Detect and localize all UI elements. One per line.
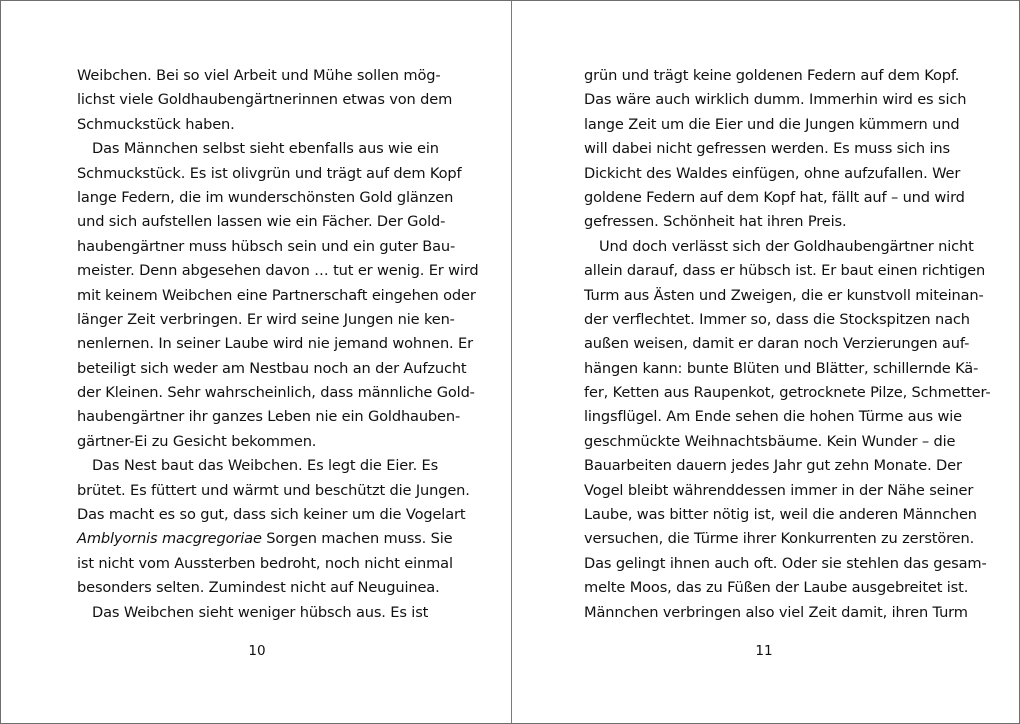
text-line: haubengärtner muss hübsch sein und ein guter Bau- bbox=[77, 237, 456, 255]
text-line: ist nicht vom Aussterben bedroht, noch nicht einmal bbox=[77, 554, 453, 572]
text-line-rest: Sorgen machen muss. Sie bbox=[261, 530, 453, 548]
text-line: lingsflügel. Am Ende sehen die hohen Türme aus wie bbox=[584, 408, 963, 426]
text-line: goldene Federn auf dem Kopf hat, fällt auf – und wird bbox=[584, 188, 965, 206]
text-line: mit keinem Weibchen eine Partnerschaft eingehen oder bbox=[77, 286, 476, 304]
text-line: außen weisen, damit er daran noch Verzierungen auf- bbox=[584, 335, 970, 353]
species-name: Amblyornis macgregoriae bbox=[77, 530, 262, 548]
text-line: Männchen verbringen also viel Zeit damit, ihren Turm bbox=[584, 603, 968, 621]
text-line: Und doch verlässt sich der Goldhaubengärtner nicht bbox=[599, 237, 974, 255]
text-line: Das Nest baut das Weibchen. Es legt die Eier. Es bbox=[92, 457, 439, 475]
left-page bbox=[1, 1, 511, 723]
text-line: Das Weibchen sieht weniger hübsch aus. Es ist bbox=[92, 603, 429, 621]
text-line: der verflechtet. Immer so, dass die Stockspitzen nach bbox=[584, 310, 970, 328]
text-line: Das Männchen selbst sieht ebenfalls aus wie ein bbox=[92, 140, 439, 158]
text-line: versuchen, die Türme ihrer Konkurrenten zu zerstören. bbox=[584, 530, 975, 548]
text-line: haubengärtner ihr ganzes Leben nie ein Goldhauben- bbox=[77, 408, 461, 426]
text-line: Das macht es so gut, dass sich keiner um die Vogelart bbox=[77, 506, 466, 524]
text-line: lichst viele Goldhaubengärtnerinnen etwas von dem bbox=[77, 91, 453, 109]
left-page-text bbox=[77, 64, 477, 625]
text-line: gefressen. Schönheit hat ihren Preis. bbox=[584, 213, 847, 231]
right-page-text bbox=[584, 64, 991, 625]
text-line: melte Moos, das zu Füßen der Laube ausgebreitet ist. bbox=[584, 579, 969, 597]
text-line: Das wäre auch wirklich dumm. Immerhin wird es sich bbox=[584, 91, 967, 109]
text-line: hängen kann: bunte Blüten und Blätter, schillernde Kä- bbox=[584, 359, 979, 377]
text-line: grün und trägt keine goldenen Federn auf dem Kopf. bbox=[584, 67, 960, 84]
text-line: lange Zeit um die Eier und die Jungen kümmern und bbox=[584, 115, 960, 133]
text-line: Turm aus Ästen und Zweigen, die er kunstvoll miteinan- bbox=[584, 286, 984, 304]
text-line: will dabei nicht gefressen werden. Es muss sich ins bbox=[584, 140, 950, 158]
text-line: allein darauf, dass er hübsch ist. Er baut einen richtigen bbox=[584, 262, 986, 280]
text-line: länger Zeit verbringen. Er wird seine Jungen nie ken- bbox=[77, 310, 455, 328]
text-line: brütet. Es füttert und wärmt und beschützt die Jungen. bbox=[77, 481, 470, 499]
text-line: besonders selten. Zumindest nicht auf Neuguinea. bbox=[77, 579, 440, 597]
text-line: nenlernen. In seiner Laube wird nie jemand wohnen. Er bbox=[77, 335, 473, 353]
text-line: Weibchen. Bei so viel Arbeit und Mühe sollen mög- bbox=[77, 67, 441, 84]
text-line: Schmuckstück. Es ist olivgrün und trägt auf dem Kopf bbox=[77, 164, 462, 182]
text-line: Bauarbeiten dauern jedes Jahr gut zehn Monate. Der bbox=[584, 457, 962, 475]
text-line: meister. Denn abgesehen davon … tut er wenig. Er wird bbox=[77, 262, 479, 280]
right-page-number: 11 bbox=[755, 643, 773, 659]
text-line: Das gelingt ihnen auch oft. Oder sie stehlen das gesam- bbox=[584, 554, 987, 572]
text-line: geschmückte Weihnachtsbäume. Kein Wunder – die bbox=[584, 432, 956, 450]
text-line: fer, Ketten aus Raupenkot, getrocknete Pilze, Schmetter- bbox=[584, 384, 991, 402]
text-line: und sich aufstellen lassen wie ein Fächer. Der Gold- bbox=[77, 213, 446, 231]
text-line: Laube, was bitter nötig ist, weil die anderen Männchen bbox=[584, 506, 977, 524]
text-line: Vogel bleibt währenddessen immer in der Nähe seiner bbox=[584, 481, 974, 499]
text-line: der Kleinen. Sehr wahrscheinlich, dass männliche Gold- bbox=[77, 384, 475, 402]
right-page bbox=[512, 1, 1020, 723]
text-line: beteiligt sich weder am Nestbau noch an der Aufzucht bbox=[77, 359, 467, 377]
text-line: lange Federn, die im wunderschönsten Gold glänzen bbox=[77, 188, 454, 206]
text-line bbox=[77, 527, 477, 551]
text-line: Dickicht des Waldes einfügen, ohne aufzufallen. Wer bbox=[584, 164, 961, 182]
text-line: gärtner-Ei zu Gesicht bekommen. bbox=[77, 432, 317, 450]
text-line: Schmuckstück haben. bbox=[77, 115, 235, 133]
left-page-number: 10 bbox=[248, 643, 266, 659]
